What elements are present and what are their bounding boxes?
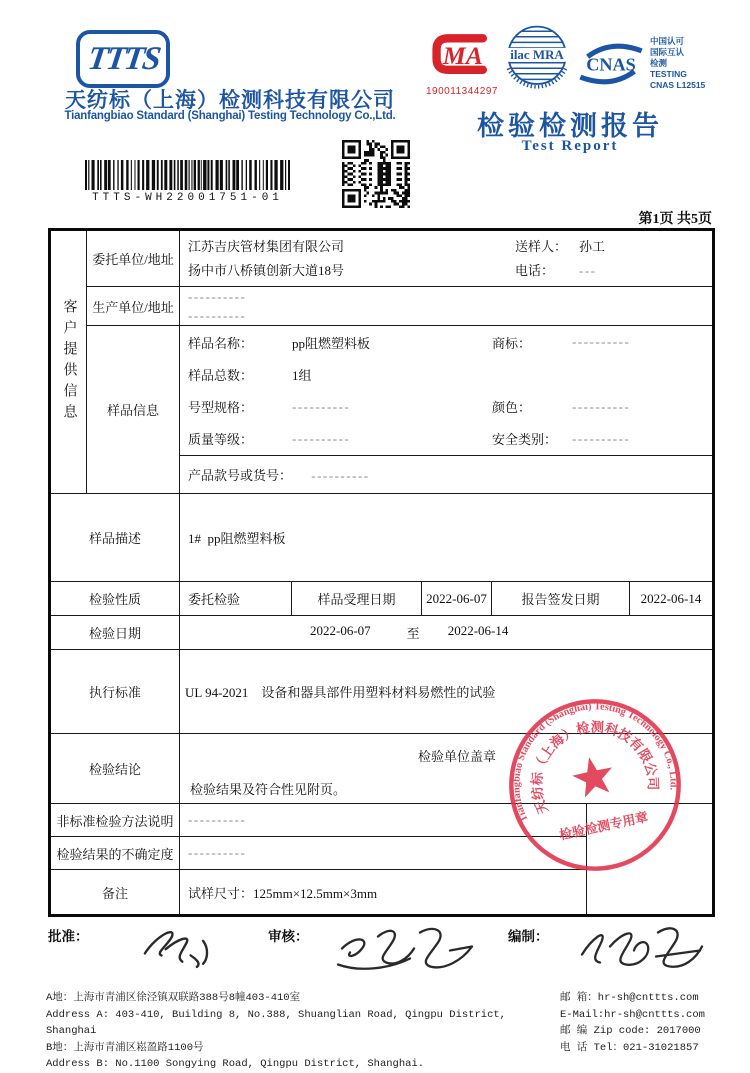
report-issue-date-label: 报告签发日期	[492, 582, 630, 616]
cma-badge-icon	[428, 30, 494, 84]
sample-desc-label: 样品描述	[50, 494, 180, 582]
sample-received-date-label: 样品受理日期	[292, 582, 422, 616]
phone-value: ---	[579, 262, 597, 278]
sample-received-date-value: 2022-06-07	[422, 582, 492, 616]
client-address-label: 委托单位/地址	[87, 230, 180, 287]
seal-caption: 检验单位盖章	[418, 748, 497, 764]
sample-total-label: 样品总数：	[188, 367, 254, 383]
page-indicator: 第1页 共5页	[638, 212, 712, 227]
cnas-line: 国际互认	[650, 47, 685, 57]
review-label: 审核：	[268, 929, 309, 944]
address-a-en: Address A: 403-410, Building 8, No.388, Shuanglian Road, Qingpu District, Shanghai	[46, 1008, 506, 1037]
cnas-line: TESTING	[650, 69, 687, 79]
table-row	[50, 326, 714, 456]
color-label: 颜色：	[492, 400, 532, 416]
barcode-svg	[85, 160, 290, 190]
footer-contacts	[560, 990, 745, 1056]
manufacturer-address-label: 生产单位/地址	[87, 287, 180, 326]
cnas-line: CNAS L12515	[650, 80, 706, 90]
empty-seal-cell	[587, 804, 714, 916]
sample-name-value: pp阻燃塑料板	[292, 335, 371, 351]
nonstandard-method-label: 非标准检验方法说明	[50, 804, 180, 837]
address-a-cn: A地：上海市青浦区徐泾镇双联路388号8幢403-410室	[46, 992, 301, 1004]
report-table	[48, 228, 715, 917]
standard-value: UL 94-2021 设备和器具部件用塑料材料易燃性的试验	[185, 685, 496, 700]
inspection-date-to-word: 至	[406, 626, 420, 641]
table-row	[50, 230, 714, 287]
sender-value: 孙工	[579, 238, 606, 254]
inspection-nature-label: 检验性质	[50, 582, 180, 616]
email-en: E-Mail:hr-sh@cnttts.com	[560, 1008, 705, 1021]
prepare-signature	[572, 916, 722, 972]
ilac-mra-badge-icon	[500, 20, 574, 98]
table-row	[50, 287, 714, 326]
company-name-en: Tianfangbiao Standard (Shanghai) Testing Technology Co.,Ltd.	[64, 110, 396, 122]
remark-label: 备注	[50, 870, 180, 916]
trademark-label: 商标：	[492, 335, 532, 351]
conclusion-value: 检验结果及符合性见附页。	[190, 781, 347, 797]
table-row	[50, 804, 714, 837]
cnas-accreditation-text	[650, 36, 720, 91]
approve-signature	[130, 918, 245, 970]
email-cn: 邮 箱：hr-sh@cnttts.com	[560, 992, 699, 1004]
inspection-date-to: 2022-06-14	[447, 623, 509, 638]
sample-name-label: 样品名称：	[188, 335, 254, 351]
table-row	[50, 616, 714, 650]
footer-addresses	[46, 990, 546, 1073]
address-b-cn: B地：上海市青浦区崧盈路1100号	[46, 1041, 204, 1054]
grade-value: ----------	[292, 430, 351, 446]
uncertainty-label: 检验结果的不确定度	[50, 837, 180, 870]
table-row	[50, 734, 714, 804]
report-title-en: Test Report	[521, 138, 619, 154]
uncertainty-value: ----------	[188, 845, 247, 860]
section-label-client-provided-info: 客户提供信息	[61, 299, 77, 425]
cnas-badge-icon	[576, 40, 646, 88]
qr-code-svg	[342, 140, 410, 208]
seal-arc-text-cn: 天纺标（上海）检测科技有限公司	[529, 719, 661, 817]
cnas-line: 中国认可	[650, 36, 685, 46]
company-logo	[76, 30, 170, 88]
manufacturer-address: ----------	[188, 308, 247, 323]
report-issue-date-value: 2022-06-14	[630, 582, 714, 616]
company-name-cn: 天纺标（上海）检测科技有限公司	[65, 88, 395, 112]
seal-ring-text-en: Tianfangbiao Standard (Shanghai) Testing Technology Co., Ltd.	[511, 701, 679, 824]
sample-info-label: 样品信息	[87, 326, 180, 494]
telephone: 电 话 Tel：021-31021857	[560, 1041, 699, 1054]
table-row	[50, 494, 714, 582]
remark-value: 试样尺寸：125mm×12.5mm×3mm	[188, 885, 378, 901]
table-row	[50, 650, 714, 734]
cnas-letters: CNAS	[586, 54, 636, 75]
phone-label: 电话：	[515, 262, 555, 278]
inspection-nature-value: 委托检验	[188, 592, 241, 607]
nonstandard-method-value: ----------	[188, 812, 247, 827]
prepare-label: 编制：	[508, 929, 549, 944]
ilac-letters: ilac MRA	[510, 47, 564, 62]
zip-code: 邮 编 Zip code: 2017000	[560, 1025, 701, 1037]
table-row	[50, 582, 714, 616]
sample-desc-value: 1# pp阻燃塑料板	[188, 531, 286, 546]
sender-label: 送样人：	[515, 238, 568, 254]
cma-number: 190011344297	[426, 86, 498, 97]
sample-total-value: 1组	[292, 367, 312, 383]
trademark-value: ----------	[572, 334, 631, 349]
logo-acronym: TTTS	[85, 40, 162, 77]
inspection-date-from: 2022-06-07	[310, 623, 371, 638]
seal-banner-text: 检验检测专用章	[558, 810, 650, 843]
client-name: 江苏吉庆管材集团有限公司	[188, 238, 345, 254]
manufacturer-name: ----------	[188, 289, 247, 304]
grade-label: 质量等级：	[188, 432, 254, 448]
safety-label: 安全类别：	[492, 432, 558, 448]
address-b-en: Address B: No.1100 Songying Road, Qingpu District, Shanghai.	[46, 1058, 425, 1070]
standard-label: 执行标准	[50, 650, 180, 734]
cma-letters: MA	[442, 41, 483, 71]
spec-value: ----------	[292, 398, 351, 414]
color-value: ----------	[572, 398, 631, 414]
conclusion-label: 检验结论	[50, 734, 180, 804]
cnas-line: 检测	[650, 58, 668, 68]
spec-label: 号型规格：	[188, 400, 254, 416]
product-no-value: ----------	[311, 468, 370, 483]
safety-value: ----------	[572, 430, 631, 446]
product-no-label: 产品款号或货号：	[188, 468, 293, 483]
inspection-date-label: 检验日期	[50, 616, 180, 650]
client-address: 扬中市八桥镇创新大道18号	[188, 262, 345, 278]
report-title-cn: 检验检测报告	[477, 111, 663, 141]
review-signature	[330, 916, 490, 972]
approve-label: 批准：	[48, 929, 89, 944]
barcode-text: TTTS-WH22001751-01	[92, 192, 283, 204]
